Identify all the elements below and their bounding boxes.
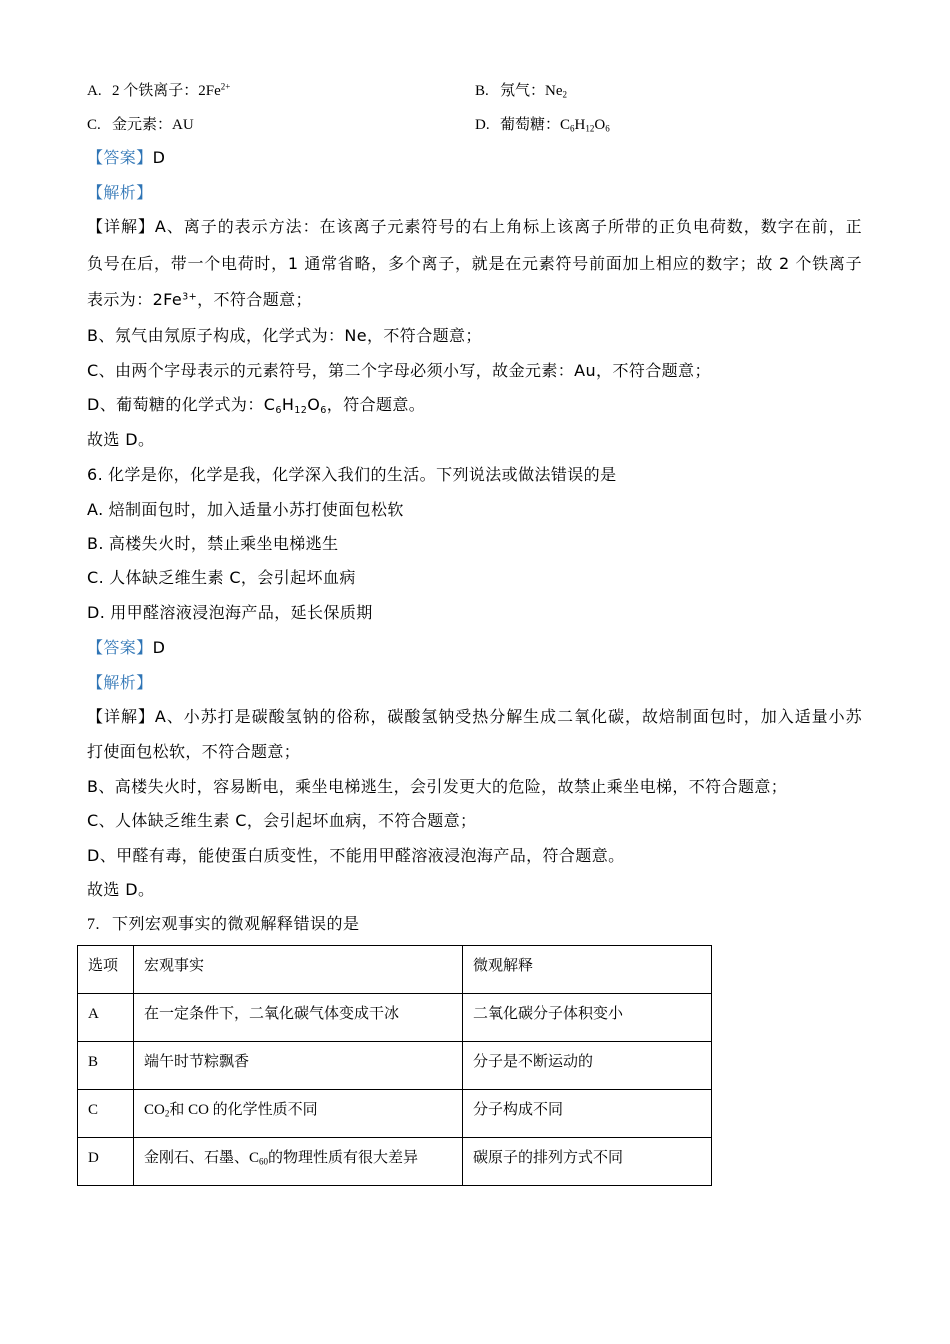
q5-detail-line <box>87 359 711 383</box>
detail-text: B、高楼失火时，容易断电，乘坐电梯逃生，会引发更大的危险，故禁止乘坐电梯，不符合题意； <box>87 777 788 796</box>
q6-option-b <box>87 532 338 556</box>
option-text: 金元素：AU <box>112 117 194 133</box>
analysis-tag: 【解析】 <box>87 673 153 692</box>
detail-text: C、人体缺乏维生素 C，会引起坏血病，不符合题意； <box>87 811 477 830</box>
question-number: 7. <box>87 916 100 933</box>
q5-detail-line <box>87 215 862 239</box>
table-cell-explanation: 碳原子的排列方式不同 <box>463 1138 712 1186</box>
q5-detail-line <box>87 288 312 312</box>
detail-tag: 【详解】 <box>87 707 155 726</box>
detail-text: B、氖气由氖原子构成，化学式为：Ne，不符合题意； <box>87 326 482 345</box>
formula-element: H <box>281 395 295 414</box>
detail-text: C、由两个字母表示的元素符号，第二个字母必须小写，故金元素：Au，不符合题意； <box>87 361 711 380</box>
table-row <box>78 994 712 1042</box>
q5-detail-line <box>87 324 482 348</box>
q6-detail-line <box>87 740 300 764</box>
q7-stem <box>87 913 360 937</box>
conclusion-text: 故选 D。 <box>87 430 155 449</box>
answer-tag: 【答案】 <box>87 638 153 657</box>
formula-subscript: 6 <box>320 404 327 416</box>
option-label: A. <box>87 83 102 99</box>
formula-subscript: 60 <box>259 1156 269 1167</box>
table-header-cell: 微观解释 <box>463 946 712 994</box>
q5-analysis-heading <box>87 181 153 205</box>
option-text: 用甲醛溶液浸泡海产品，延长保质期 <box>110 603 373 622</box>
analysis-tag: 【解析】 <box>87 183 153 202</box>
formula-subscript: 6 <box>605 123 610 134</box>
formula-element: C <box>263 395 276 414</box>
option-text: 焙制面包时，加入适量小苏打使面包松软 <box>108 500 404 519</box>
detail-text: A、小苏打是碳酸氢钠的俗称，碳酸氢钠受热分解生成二氧化碳，故焙制面包时，加入适量小苏 <box>154 707 862 726</box>
ion-charge-superscript: 2+ <box>220 81 231 92</box>
table-cell-explanation: 分子构成不同 <box>463 1090 712 1138</box>
formula-subscript: 6 <box>570 123 575 134</box>
detail-text: ，不符合题意； <box>197 290 312 309</box>
table-header-row <box>78 946 712 994</box>
detail-text: 负号在后，带一个电荷时，1 通常省略，多个离子，就是在元素符号前面加上相应的数字；故 2 个铁离子 <box>87 254 862 273</box>
q6-detail-line <box>87 775 787 799</box>
option-label: D. <box>475 117 490 133</box>
q6-option-a <box>87 498 404 522</box>
q6-detail-line <box>87 705 862 729</box>
option-label: C. <box>87 568 105 587</box>
detail-text: D、甲醛有毒，能使蛋白质变性，不能用甲醛溶液浸泡海产品，符合题意。 <box>87 846 625 865</box>
option-label: B. <box>475 83 489 99</box>
formula-subscript: 2 <box>562 89 567 100</box>
formula-element: H <box>574 117 586 133</box>
option-text: 氖气：Ne <box>500 83 563 99</box>
fact-text: 金刚石、石墨、C <box>144 1150 260 1166</box>
table-cell-fact <box>134 1138 463 1186</box>
table-header-cell: 宏观事实 <box>134 946 463 994</box>
fact-text: 和 CO 的化学性质不同 <box>169 1102 318 1118</box>
formula-subscript: 6 <box>275 404 282 416</box>
q5-detail-line <box>87 393 425 417</box>
table-row <box>78 1042 712 1090</box>
detail-text: 表示为：2Fe <box>87 290 183 309</box>
option-label: B. <box>87 534 104 553</box>
question-text: 化学是你，化学是我，化学深入我们的生活。下列说法或做法错误的是 <box>108 465 617 484</box>
detail-text: D、葡萄糖的化学式为： <box>87 395 264 414</box>
table-cell-option: C <box>78 1090 134 1138</box>
q7-table <box>77 945 712 1186</box>
table-header-cell: 选项 <box>78 946 134 994</box>
table-cell-fact: 在一定条件下，二氧化碳气体变成干冰 <box>134 994 463 1042</box>
answer-value: D <box>152 638 166 657</box>
q6-analysis-heading <box>87 671 153 695</box>
conclusion-text: 故选 D。 <box>87 880 155 899</box>
option-label: A. <box>87 500 104 519</box>
detail-text: A、离子的表示方法：在该离子元素符号的右上角标上该离子所带的正负电荷数，数字在前，正 <box>154 217 862 236</box>
q6-stem <box>87 463 616 487</box>
table-cell-explanation: 分子是不断运动的 <box>463 1042 712 1090</box>
table-cell-option: B <box>78 1042 134 1090</box>
question-text: 下列宏观事实的微观解释错误的是 <box>112 916 360 933</box>
question-number: 6. <box>87 465 104 484</box>
q6-option-c <box>87 566 356 590</box>
option-text: 高楼失火时，禁止乘坐电梯逃生 <box>108 534 339 553</box>
answer-tag: 【答案】 <box>87 148 153 167</box>
formula-element: C <box>560 117 571 133</box>
q6-option-d <box>87 601 373 625</box>
option-text: 人体缺乏维生素 C，会引起坏血病 <box>109 568 356 587</box>
option-text: 葡萄糖： <box>500 117 561 133</box>
ion-charge-superscript: 3+ <box>182 291 198 303</box>
q5-conclusion <box>87 428 154 452</box>
table-cell-fact <box>134 1090 463 1138</box>
table-cell-explanation: 二氧化碳分子体积变小 <box>463 994 712 1042</box>
option-label: D. <box>87 603 106 622</box>
formula-subscript: 12 <box>294 404 308 416</box>
table-cell-option: A <box>78 994 134 1042</box>
formula-element: O <box>307 395 321 414</box>
fact-text: CO <box>144 1102 165 1118</box>
q5-option-b <box>475 79 567 103</box>
table-row <box>78 1090 712 1138</box>
q5-option-c <box>87 113 194 137</box>
q6-answer <box>87 636 165 660</box>
detail-text: ，符合题意。 <box>326 395 426 414</box>
table-row <box>78 1138 712 1186</box>
q5-option-d <box>475 113 610 137</box>
formula-element: O <box>594 117 606 133</box>
q6-detail-line <box>87 809 476 833</box>
q5-detail-line <box>87 252 862 276</box>
q5-option-a <box>87 79 230 103</box>
detail-tag: 【详解】 <box>87 217 155 236</box>
option-label: C. <box>87 117 101 133</box>
table-cell-option: D <box>78 1138 134 1186</box>
table-cell-fact: 端午时节粽飘香 <box>134 1042 463 1090</box>
fact-text: 的物理性质有很大差异 <box>268 1150 419 1166</box>
formula-subscript: 12 <box>585 123 595 134</box>
formula-subscript: 2 <box>164 1108 170 1119</box>
detail-text: 打使面包松软，不符合题意； <box>87 742 301 761</box>
q6-detail-line <box>87 844 625 868</box>
q5-answer <box>87 146 165 170</box>
option-text: 2 个铁离子：2Fe <box>112 83 221 99</box>
q6-conclusion <box>87 878 154 902</box>
answer-value: D <box>152 148 166 167</box>
